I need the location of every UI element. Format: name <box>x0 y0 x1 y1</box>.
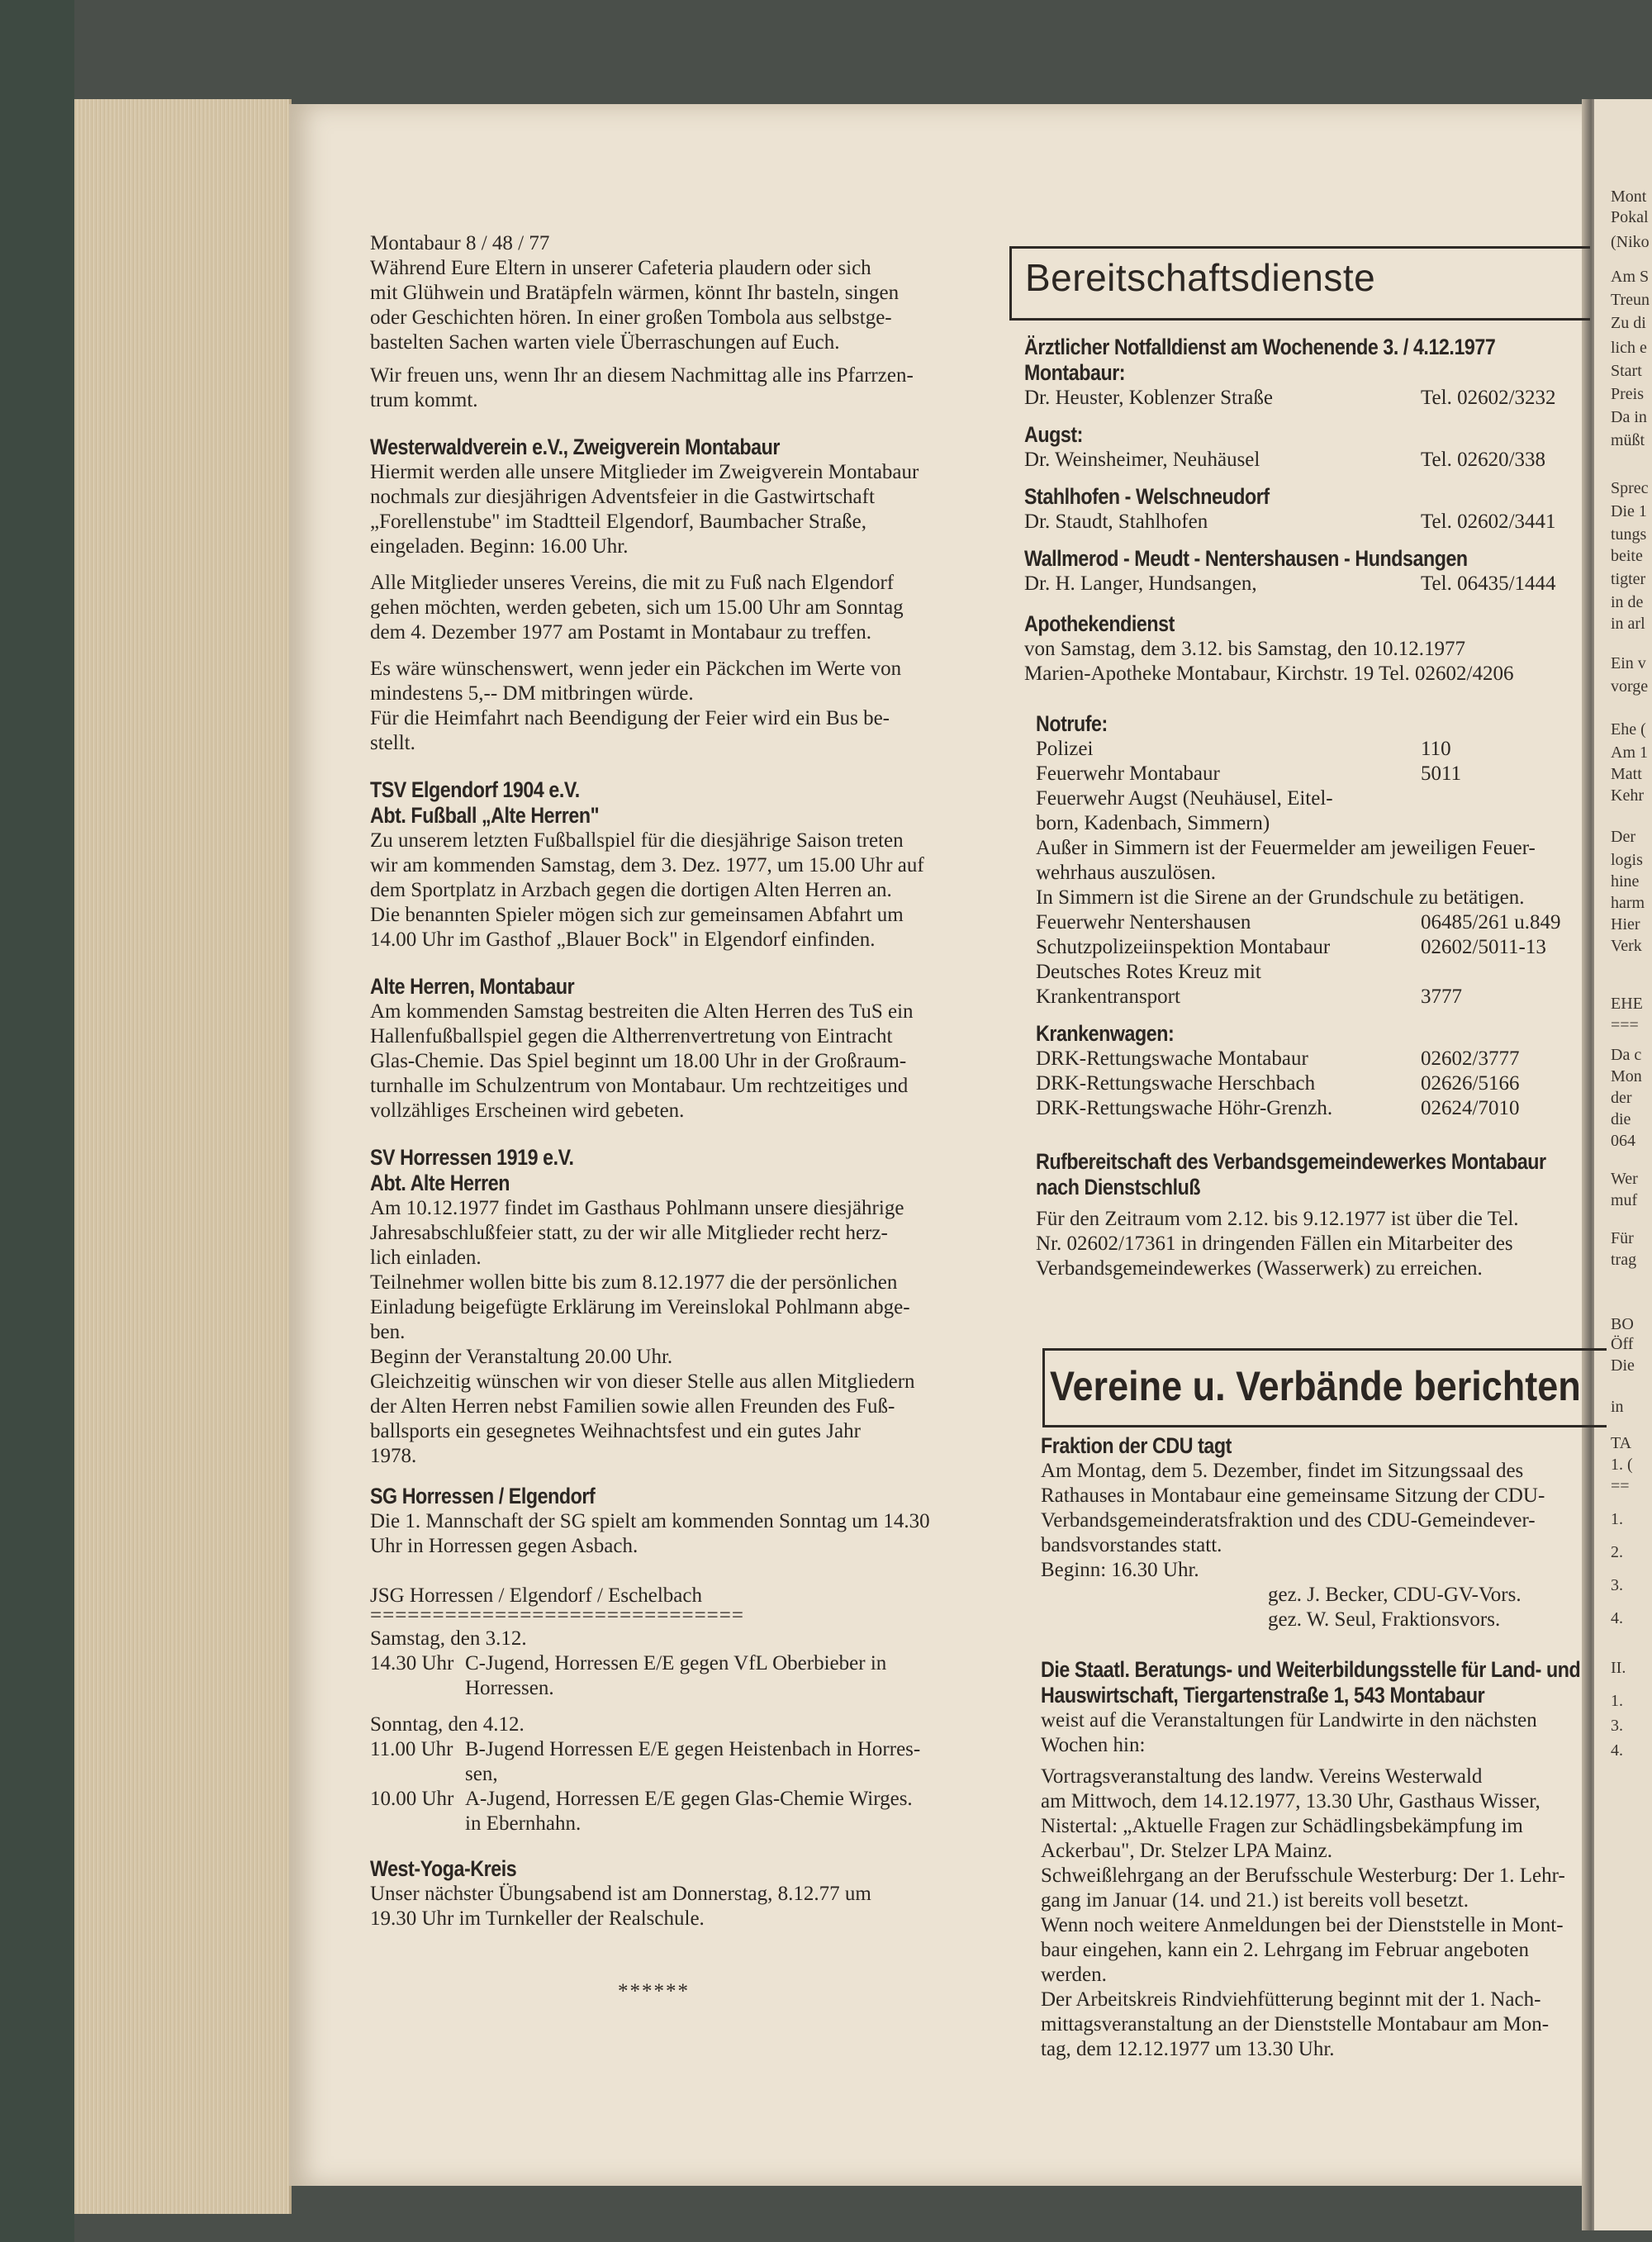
facing-page-fragment: 2. <box>1611 1543 1623 1561</box>
facing-page-fragment: beite <box>1611 547 1643 565</box>
schedule-row: 14.30 Uhr C-Jugend, Horressen E/E gegen VfL Oberbieber in Horressen. <box>370 1652 887 1699</box>
facing-page-fragment: EHE <box>1611 995 1643 1013</box>
notrufe-section: Notrufe: Polizei 110 Feuerwehr Montabaur 5011 Feuerwehr Augst (Neuhäusel, Eitel- born, Kadenbach, Simmern) Außer in Simmern ist der Feuermelder am jeweiligen Feuer- wehrhaus auszulösen. In Simmern ist die Sirene an der Grundschule zu betätigen. Feuerwehr Nentershausen 06485/261 u.849 Schutzpolizeiinspektion Montabaur 02602/5011-13 Deutsches Rotes Kreuz mit Krankentransport 3777 Krankenwagen: DRK-Rettungswache Montabaur 02602/3777 DRK-Rettungswache Herschbach 02626/5166 DRK-Rettungswache Höhr-Grenzh. 02624/7010 <box>1036 711 1561 1119</box>
facing-page-fragment: Start <box>1611 362 1642 380</box>
facing-page-fragment: 1. <box>1611 1510 1623 1528</box>
facing-page-fragment: (Niko <box>1611 233 1650 251</box>
facing-page-fragment: Sprec <box>1611 479 1649 497</box>
facing-page-fragment: müßt <box>1611 431 1645 449</box>
facing-page-fragment: Öff <box>1611 1335 1634 1353</box>
jsg-rule: ============================== <box>370 1604 744 1627</box>
facing-page-fragment: Verk <box>1611 937 1642 955</box>
schedule-row: 11.00 Uhr B-Jugend Horressen E/E gegen Heistenbach in Horres- sen, <box>370 1738 921 1785</box>
facing-page-fragment: Ein v <box>1611 654 1646 672</box>
facing-page-fragment: lich e <box>1611 339 1647 357</box>
intro-text-2: Wir freuen uns, wenn Ihr an diesem Nachmittag alle ins Pfarrzen- trum kommt. <box>370 364 914 411</box>
facing-page-fragment: 3. <box>1611 1576 1623 1594</box>
facing-page-fragment: Da c <box>1611 1046 1642 1064</box>
facing-page-fragment: 3. <box>1611 1717 1623 1735</box>
yoga-title: West-Yoga-Kreis <box>370 1856 517 1881</box>
yoga-section: West-Yoga-Kreis Unser nächster Übungsabend ist am Donnerstag, 8.12.77 um 19.30 Uhr im Turnkeller der Realschule. <box>370 1856 1023 1931</box>
sg-section: SG Horressen / Elgendorf Die 1. Mannschaft der SG spielt am kommenden Sonntag um 14.30 Uhr in Horressen gegen Asbach. <box>370 1484 930 1557</box>
facing-page-fragment: Hier <box>1611 915 1640 933</box>
facing-page-fragment: II. <box>1611 1659 1626 1677</box>
facing-page-fragment: Matt <box>1611 765 1642 783</box>
bereitschaftsdienste-title: Bereitschaftsdienste <box>1025 256 1376 299</box>
arzt-title: Ärztlicher Notfalldienst am Wochenende 3. / 4.12.1977 <box>1024 335 1496 359</box>
sv-title: SV Horressen 1919 e.V. <box>370 1145 574 1170</box>
doctor-row: Dr. Staudt, Stahlhofen Tel. 02602/3441 <box>1024 511 1556 533</box>
facing-page-fragment: Treun <box>1611 291 1650 309</box>
facing-page-fragment: Preis <box>1611 385 1644 403</box>
vereine-title: Vereine u. Verbände berichten <box>1050 1363 1581 1409</box>
facing-page-fragment: Die 1 <box>1611 502 1647 520</box>
vereine-column: Fraktion der CDU tagt Am Montag, dem 5. Dezember, findet im Sitzungssaal des Rathauses in Montabaur eine gemeinsame Sitzung der CDU- Verbandsgemeinderatsfraktion und des CDU-Gemeindever- bandsvorstandes statt. Beginn: 16.30 Uhr. gez. J. Becker, CDU-GV-Vors. gez. W. Seul, Fraktionsvors. Die Staatl. Beratungs- und Weiterbildungsstelle für Land- und Hauswirtschaft, Tiergartenstraße 1, 543 Montabaur weist auf die Veranstaltungen für Landwirte in den nächsten Wochen hin: Vortragsveranstaltung des landw. Vereins Westerwald am Mittwoch, dem 14.12.1977, 13.30 Uhr, Gasthaus Wisser, Nistertal: „Aktuelle Fragen zur Schädlingsbekämpfung im Ackerbau", Dr. Stelzer LPA Mainz. Schweißlehrgang an der Berufsschule Westerburg: Der 1. Lehr- gang im Januar (14. und 21.) ist bereits voll besetzt. Wenn noch weitere Anmeldungen bei der Dienststelle in Mont- baur eingehen, kann ein 2. Lehrgang im Februar angeboten werden. Der Arbeitskreis Rindviehfütterung beginnt mit der 1. Nach- mittagsveranstaltung an der Dienststelle Montabaur am Mon- tag, dem 12.12.1977 um 13.30 Uhr. <box>1041 1433 1581 2060</box>
facing-page-fragment: muf <box>1611 1191 1638 1209</box>
cdu-title: Fraktion der CDU tagt <box>1041 1433 1232 1458</box>
tsv-section: TSV Elgendorf 1904 e.V. Abt. Fußball „Alte Herren" Zu unserem letzten Fußballspiel für die diesjährige Saison treten wir am kommenden Samstag, dem 3. Dez. 1977, um 15.00 Uhr auf dem Sportplatz in Arzbach gegen die dortigen Alten Herren an. Die benannten Spieler mögen sich zur gemeinsamen Abfahrt um 14.00 Uhr im Gasthof „Blauer Bock" in Elgendorf einfinden. <box>370 777 1023 952</box>
facing-page-fragment: === <box>1611 1016 1639 1034</box>
facing-page-fragment: Da in <box>1611 408 1647 426</box>
facing-page-fragment: Die <box>1611 1356 1635 1375</box>
facing-page-fragment: 064 <box>1611 1132 1635 1150</box>
apotheke-title: Apothekendienst <box>1024 611 1175 636</box>
tsv-subtitle: Abt. Fußball „Alte Herren" <box>370 803 600 828</box>
facing-page-fragment: Pokal <box>1611 208 1649 226</box>
facing-page-fragment: hine <box>1611 872 1640 891</box>
sg-title: SG Horressen / Elgendorf <box>370 1484 596 1508</box>
intro-text: Während Eure Eltern in unserer Cafeteria plaudern oder sich mit Glühwein und Bratäpfeln wärmen, könnt Ihr basteln, singen oder Geschichten hören. In einer großen Tombola aus selbstge- bastelten Sachen warten viele Überraschungen auf Euch. <box>370 257 900 354</box>
vereine-box <box>1042 1348 1607 1427</box>
tsv-title: TSV Elgendorf 1904 e.V. <box>370 777 580 802</box>
doctor-row: Dr. Heuster, Koblenzer Straße Tel. 02602/3232 <box>1024 387 1556 409</box>
facing-page-fragment: Am S <box>1611 268 1650 286</box>
facing-page-fragment: BO <box>1611 1315 1634 1333</box>
right-column: Ärztlicher Notfalldienst am Wochenende 3. / 4.12.1977 Montabaur: Dr. Heuster, Koblenzer Straße Tel. 02602/3232 Augst: Dr. Weinsheimer, Neuhäusel Tel. 02620/338 Stahlhofen - Welschneudorf Dr. Staudt, Stahlhofen Tel. 02602/3441 Wallmerod - Meudt - Nentershausen - Hundsangen Dr. H. Langer, Hundsangen, Tel. 06435/1444 Apothekendienst von Samstag, dem 3.12. bis Samstag, den 10.12.1977 Marien-Apotheke Montabaur, Kirchstr. 19 Tel. 02602/4206 Notrufe: Polizei 110 Feuerwehr Montabaur 5011 Feuerwehr Augst (Neuhäusel, Eitel- born, Kadenbach, Simmern) Außer in Simmern ist der Feuermelder am jeweiligen Feuer- wehrhaus auszulösen. In Simmern ist die Sirene an der Grundschule zu betätigen. Feuerwehr Nentershausen 06485/261 u.849 Schutzpolizeiinspektion Montabaur 02602/5011-13 Deutsches Rotes Kreuz mit Krankentransport 3777 Krankenwagen: DRK-Rettungswache Montabaur 02602/3777 DRK-Rettungswache Herschbach 02626/5166 DRK-Rettungswache Höhr-Grenzh. 02624/7010 Rufbereitschaft des Verbandsgemeindewerkes Montabaur nach Dienstschluß Für den Zeitraum vom 2.12. bis 9.12.1977 ist über die Tel. Nr. 02602/17361 in dringenden Fällen ein Mitarbeiter des Verbandsgemeindewerkes (Wasserwerk) zu erreichen. <box>1024 335 1578 1281</box>
beratungsstelle-title: Die Staatl. Beratungs- und Weiterbildungsstelle für Land- und <box>1041 1657 1581 1682</box>
rufbereitschaft-section: Rufbereitschaft des Verbandsgemeindewerkes Montabaur nach Dienstschluß Für den Zeitraum vom 2.12. bis 9.12.1977 ist über die Tel. Nr. 02602/17361 in dringenden Fällen ein Mitarbeiter des Verbandsgemeindewerkes (Wasserwerk) zu erreichen. <box>1036 1149 1546 1280</box>
facing-page-fragment: Mon <box>1611 1067 1642 1085</box>
book-cover <box>0 0 74 2242</box>
sv-horressen-section: SV Horressen 1919 e.V. Abt. Alte Herren Am 10.12.1977 findet im Gasthaus Pohlmann unsere diesjährige Jahresabschlußfeier statt, zu der wir alle Mitglieder recht herz- lich einladen. Teilnehmer wollen bitte bis zum 8.12.1977 die der persönlichen Einladung beigefügte Erklärung im Vereinslokal Pohlmann abge- ben. Beginn der Veranstaltung 20.00 Uhr. Gleichzeitig wünschen wir von dieser Stelle aus allen Mitgliedern der Alten Herren nebst Familien sowie allen Freunden des Fuß- ballsports ein gesegnetes Weihnachtsfest und ein gutes Jahr 1978. <box>370 1145 1023 1469</box>
bereitschaftsdienste-box <box>1009 246 1590 321</box>
facing-page-fragment: Mont <box>1611 188 1647 206</box>
facing-page-fragment: Am 1 <box>1611 743 1648 762</box>
left-column <box>370 231 1023 2004</box>
alte-herren-title: Alte Herren, Montabaur <box>370 974 575 999</box>
westerwaldverein-title: Westerwaldverein e.V., Zweigverein Montabaur <box>370 435 780 459</box>
stars-divider: ****** <box>618 1980 690 2002</box>
westerwaldverein-section: Westerwaldverein e.V., Zweigverein Montabaur Hiermit werden alle unsere Mitglieder im Zweigverein Montabaur nochmals zur diesjährigen Adventsfeier in die Gastwirtschaft „Forellenstube" im Stadtteil Elgendorf, Baumbacher Straße, eingeladen. Beginn: 16.00 Uhr. Alle Mitglieder unseres Vereins, die mit zu Fuß nach Elgendorf gehen möchten, werden gebeten, sich um 15.00 Uhr am Sonntag dem 4. Dezember 1977 am Postamt in Montabaur zu treffen. Es wäre wünschenswert, wenn jeder ein Päckchen im Werte von mindestens 5,-- DM mitbringen würde. Für die Heimfahrt nach Beendigung der Feier wird ein Bus be- stellt. <box>370 435 1023 756</box>
facing-page-fragment: der <box>1611 1089 1632 1107</box>
jsg-title: JSG Horressen / Elgendorf / Eschelbach <box>370 1584 702 1607</box>
facing-page-fragment: == <box>1611 1477 1630 1495</box>
facing-page-fragment: 1. ( <box>1611 1456 1633 1474</box>
facing-page-fragment: trag <box>1611 1251 1637 1269</box>
sv-subtitle: Abt. Alte Herren <box>370 1171 510 1195</box>
facing-page-fragment: logis <box>1611 851 1643 869</box>
doctor-row: Dr. H. Langer, Hundsangen, Tel. 06435/1444 <box>1024 572 1556 595</box>
page-edges <box>74 99 292 2214</box>
facing-page-fragment: 4. <box>1611 1741 1623 1760</box>
facing-page-fragment: tungs <box>1611 525 1647 544</box>
facing-page-fragment: 1. <box>1611 1692 1623 1710</box>
facing-page-fragment: tigter <box>1611 570 1646 588</box>
schedule-row: 10.00 Uhr A-Jugend, Horressen E/E gegen Glas-Chemie Wirges. in Ebernhahn. <box>370 1788 913 1835</box>
facing-page-fragment: die <box>1611 1110 1631 1128</box>
facing-page-fragment: in de <box>1611 593 1644 611</box>
facing-page-fragment: 4. <box>1611 1609 1623 1627</box>
facing-page-fragment: harm <box>1611 894 1645 912</box>
alte-herren-section: Alte Herren, Montabaur Am kommenden Samstag bestreiten die Alten Herren des TuS ein Hallenfußballspiel gegen die Altherrenvertretung von Eintracht Glas-Chemie. Das Spiel beginnt um 18.00 Uhr in der Großraum- turnhalle im Schulzentrum von Montabaur. Um rechtzeitiges und vollzähliges Erscheinen wird gebeten. <box>370 974 1023 1123</box>
facing-page-fragment: Zu di <box>1611 314 1646 332</box>
facing-page-fragment: Für <box>1611 1229 1634 1247</box>
facing-page-fragment: in arl <box>1611 615 1645 633</box>
facing-page-fragment: Kehr <box>1611 786 1644 805</box>
facing-page-fragment: vorge <box>1611 677 1649 696</box>
page-header: Montabaur 8 / 48 / 77 <box>370 232 550 254</box>
facing-page-fragment: Ehe ( <box>1611 720 1646 739</box>
facing-page-fragment: Der <box>1611 828 1635 846</box>
facing-page-fragment: TA <box>1611 1434 1632 1452</box>
jsg-section: JSG Horressen / Elgendorf / Eschelbach ============================== Samstag, den 3.12. 14.30 Uhr C-Jugend, Horressen E/E gegen VfL Oberbieber in Horressen. Sonntag, den 4.12. 11.00 Uhr B-Jugend Horressen E/E gegen Heistenbach in Horres- sen, 10.00 Uhr A-Jugend, Horressen E/E gegen Glas-Chemie Wirges. in Ebernhahn. <box>370 1584 1023 1836</box>
facing-page-fragment: in <box>1611 1398 1624 1416</box>
doctor-row: Dr. Weinsheimer, Neuhäusel Tel. 02620/338 <box>1024 449 1546 471</box>
facing-page-fragment: Wer <box>1611 1170 1638 1188</box>
